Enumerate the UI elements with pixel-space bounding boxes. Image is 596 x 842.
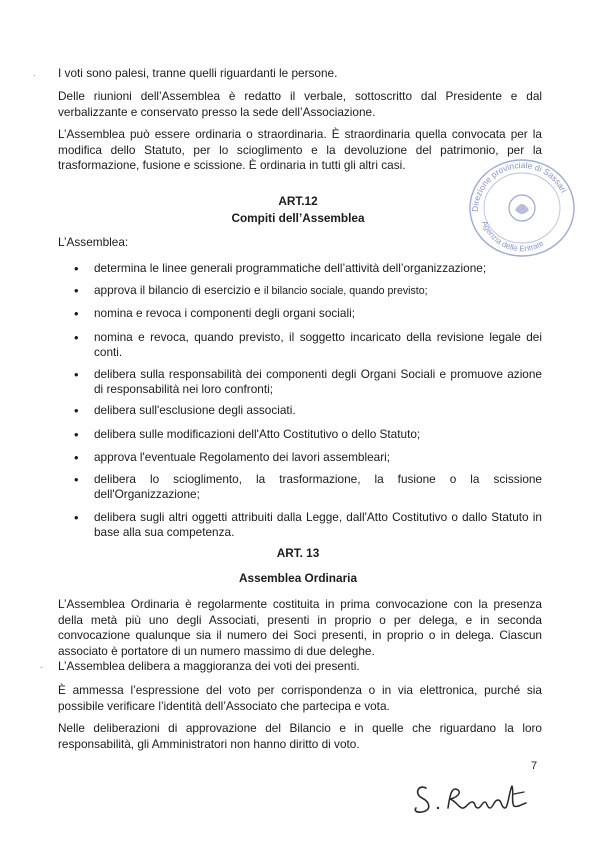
art13-paragraph-maggioranza: L’Assemblea delibera a maggioranza dei voti dei presenti. (58, 659, 360, 673)
page-number: 7 (531, 760, 538, 772)
paragraph-voti-palesi: I voti sono palesi, tranne quelli riguardanti le persone. (58, 66, 338, 80)
paragraph-verbale: Delle riunioni dell’Assemblea è redatto il verbale, sottoscritto dal Presidente e dal verbalizzante e conservato presso la sede dell’Associazione. (58, 89, 542, 119)
svg-text:Direzione provinciale di Sassa: Direzione provinciale di Sassari (469, 159, 570, 213)
art13-paragraph-costituzione: L’Assemblea Ordinaria è regolarmente costituita in prima convocazione con la presenza della metà più uno degli Associati, presenti in proprio o per delega, e in seconda convocazione qualunque sia il numero dei Soci presenti, in proprio o in delega. Ciascun associato è portatore di un numero massimo di due deleghe. (58, 597, 542, 658)
art12-intro: L’Assemblea: (58, 235, 129, 249)
bullet-icon: • (74, 450, 79, 465)
paragraph-ordinaria-straordinaria: L’Assemblea può essere ordinaria o straordinaria. È straordinaria quella convocata per la modifica dello Statuto, per lo scioglimento e la devoluzione del patrimonio, per la trasformazione, fusione e scissione. È ordinaria in tutti gli altri casi. (58, 127, 542, 172)
bullet-icon: • (74, 427, 79, 442)
art12-number: ART.12 (278, 194, 318, 208)
svg-text:Agenzia delle Entrate: Agenzia delle Entrate (480, 219, 546, 254)
bullet-icon: • (74, 403, 79, 418)
signature-icon (412, 774, 542, 818)
art13-paragraph-voto-elettronico: È ammessa l’espressione del voto per corrispondenza o in via elettronica, purché sia possibile verificare l’identità dell’Associato che partecipa e vota. (58, 683, 542, 713)
art13-paragraph-amministratori: Nelle deliberazioni di approvazione del Bilancio e in quelle che riguardano la loro responsabilità, gli Amministratori non hanno diritto di voto. (58, 721, 542, 751)
margin-mark: - (40, 662, 43, 672)
bullet-icon: • (74, 283, 79, 298)
art12-title: Compiti dell’Assemblea (231, 211, 365, 225)
bullet-icon: • (74, 330, 79, 345)
bullet-icon: • (74, 306, 79, 321)
bullet-icon: • (74, 367, 79, 382)
official-stamp-icon (460, 150, 584, 262)
art13-number: ART. 13 (276, 546, 320, 560)
bullet-icon: • (74, 510, 79, 525)
margin-mark: · (33, 70, 36, 80)
art13-title: Assemblea Ordinaria (238, 571, 358, 585)
document-page: I voti sono palesi, tranne quelli riguardanti le persone. Delle riunioni dell’Assemblea è redatto il verbale, sottoscritto dal Presidente e dal verbalizzante e conservato presso la sede dell’Associazione. L’Assemblea può essere ordinaria o straordinaria. È straordinaria quella convocata per la modifica dello Statuto, per lo scioglimento e la devoluzione del patrimonio, per la trasformazione, fusione e scissione. È ordinaria in tutti gli altri casi. ART.12 Compiti dell’Assemblea L’Assemblea: • determina le linee generali programmatiche dell’attività dell’organizzazione; • approva il bilancio di esercizio e il bilancio sociale, quando previsto; • nomina e revoca i componenti degli organi sociali; • nomina e revoca, quando previsto, il soggetto incaricato della revisione legale dei conti. • delibera sulla responsabilità dei componenti degli Organi Sociali e promuove azione di responsabilità nei loro confronti; • delibera sull'esclusione degli associati. • delibera sulle modificazioni dell'Atto Costitutivo o dello Statuto; • approva l'eventuale Regolamento dei lavori assembleari; • delibera lo scioglimento, la trasformazione, la fusione o la scissione dell'Organizzazione; • delibera sugli altri oggetti attribuiti dalla Legge, dall'Atto Costitutivo o dallo Statuto in base alla sua competenza. ART. 13 Assemblea Ordinaria L’Assemblea Ordinaria è regolarmente costituita in prima convocazione con la presenza della metà più uno degli Associati, presenti in proprio o per delega, e in seconda convocazione qualunque sia il numero dei Soci presenti, in proprio o in delega. Ciascun associato è portatore di un numero massimo di due deleghe. L’Assemblea delibera a maggioranza dei voti dei presenti. È ammessa l’espressione del voto per corrispondenza o in via elettronica, purché sia possibile verificare l’identità dell’Associato che partecipa e vota. Nelle deliberazioni di approvazione del Bilancio e in quelle che riguardano la loro responsabilità, gli Amministratori non hanno diritto di voto. 7 · - Direzione provinciale di Sassari Agenzia delle Entrate (0, 0, 596, 842)
bullet-icon: • (74, 472, 79, 487)
bullet-icon: • (74, 261, 79, 276)
